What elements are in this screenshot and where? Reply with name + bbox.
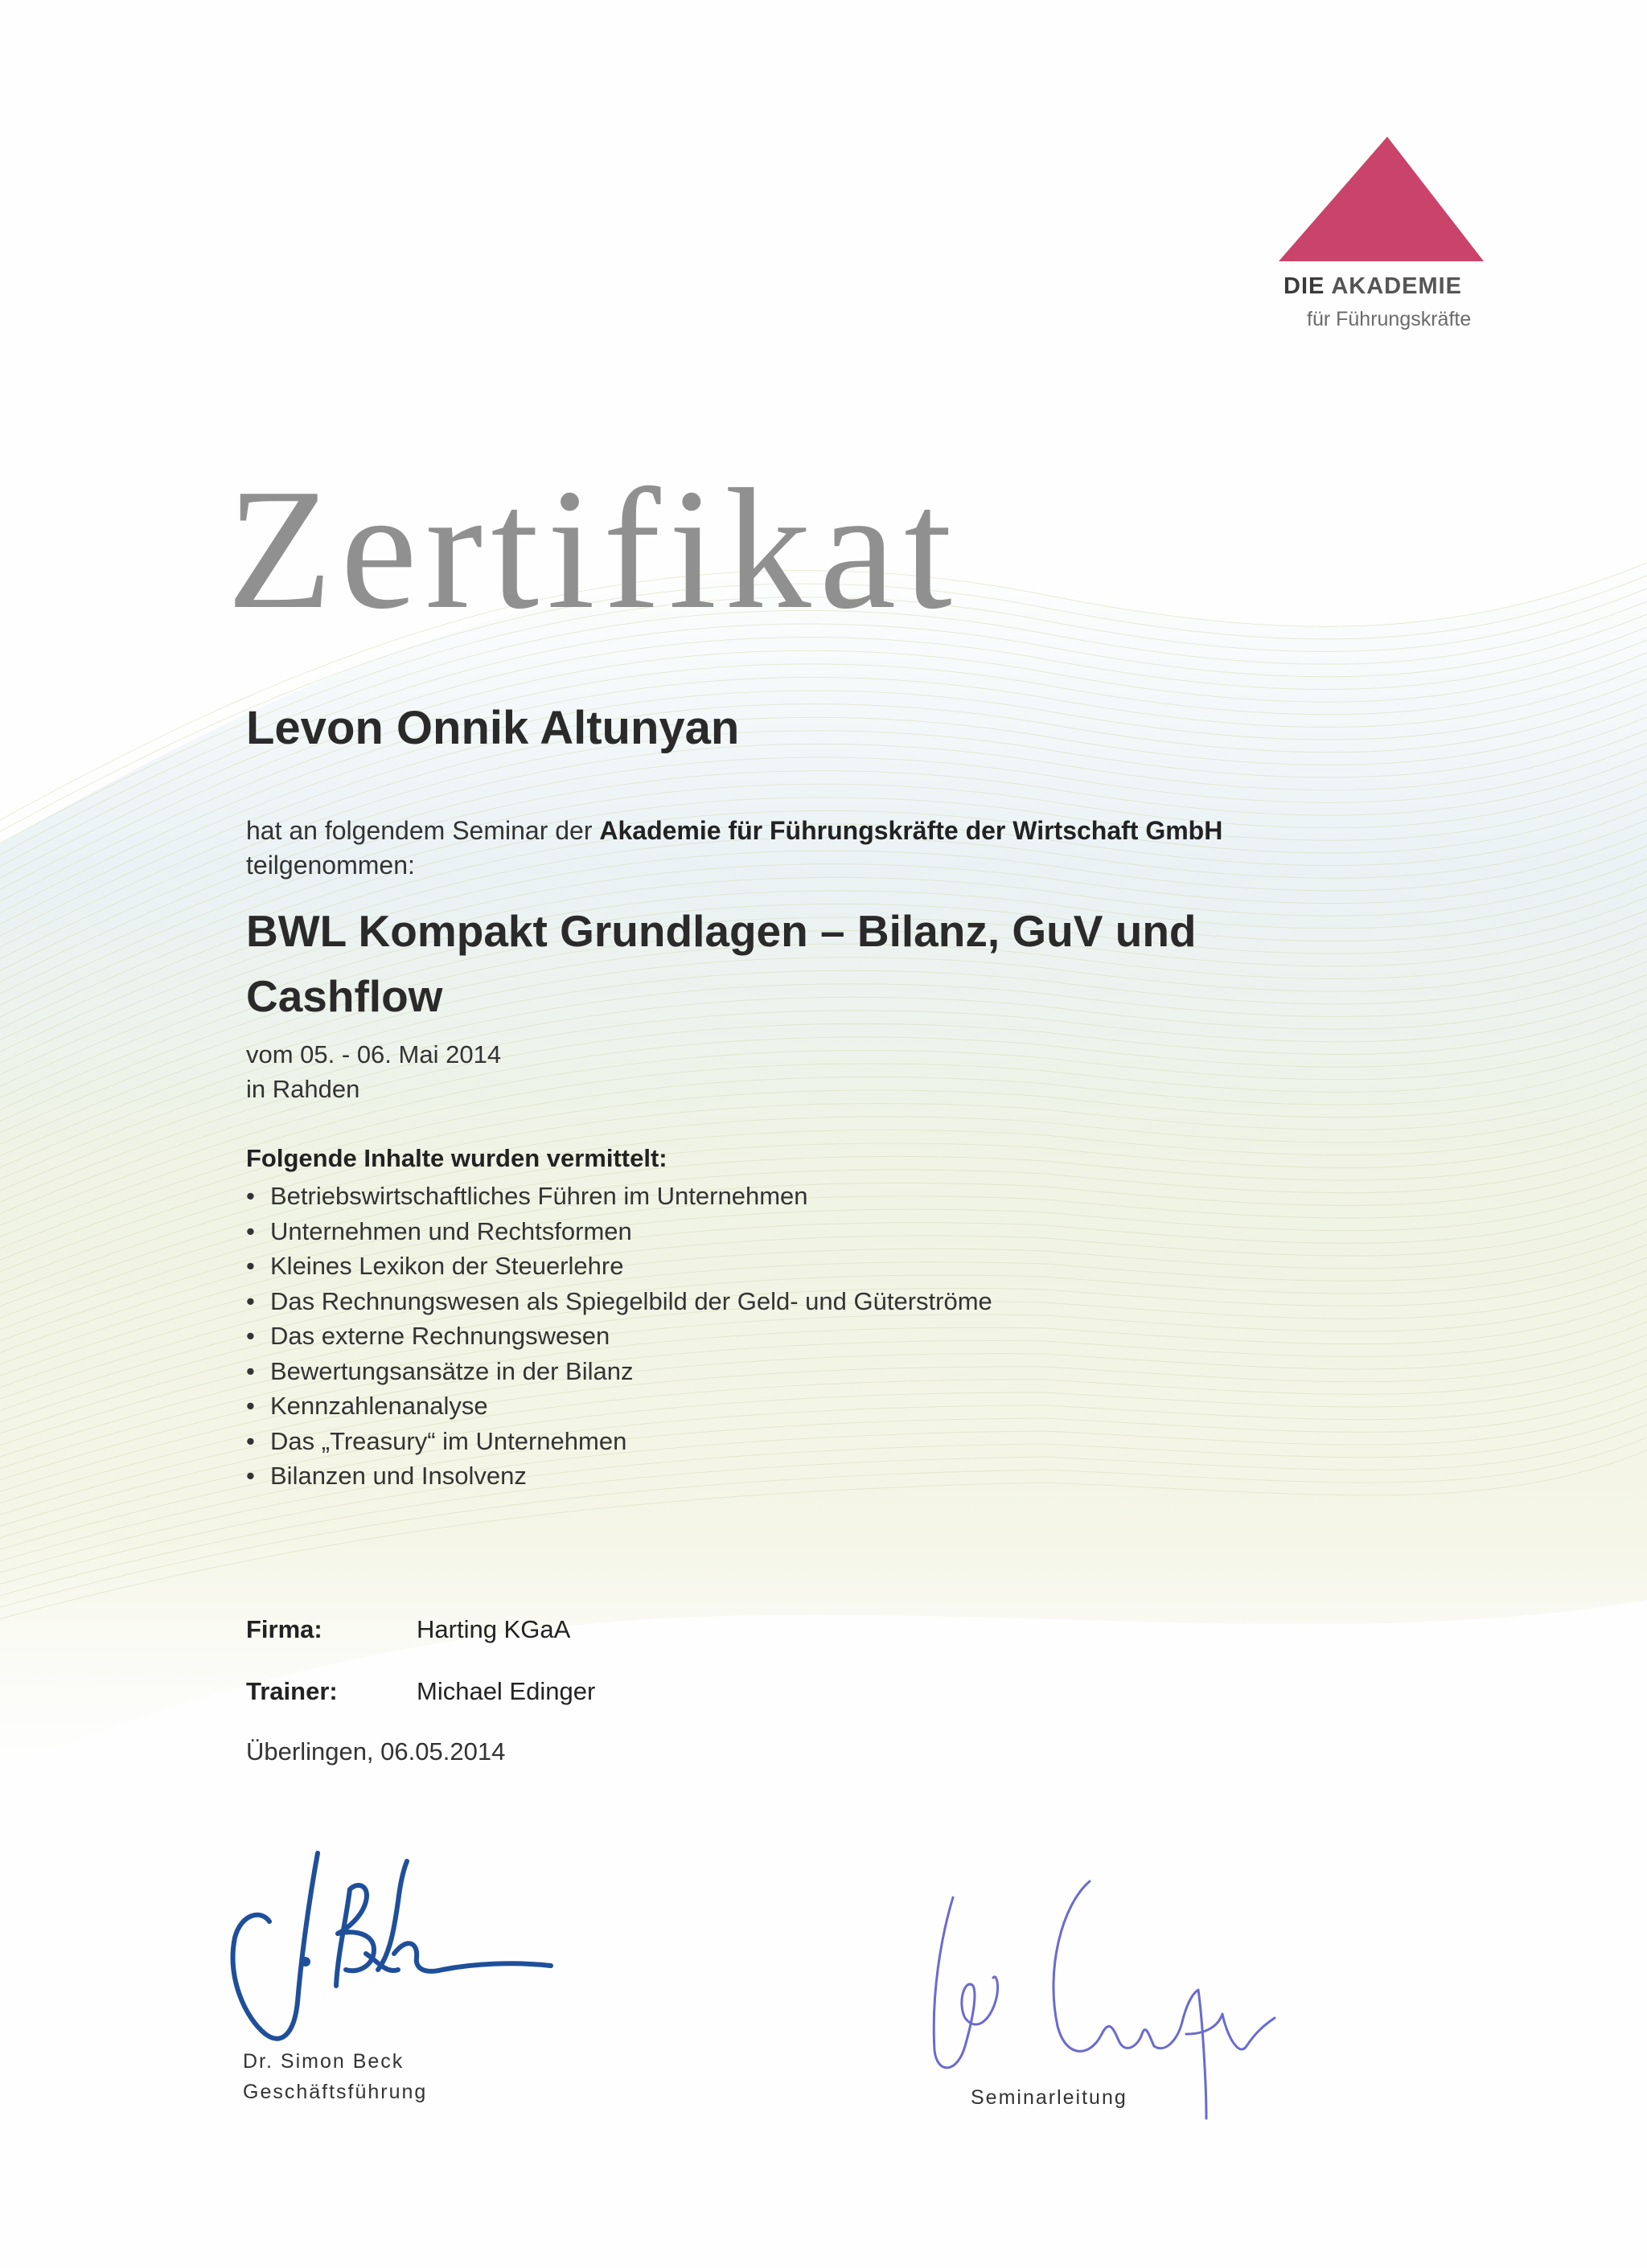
list-item (246, 1249, 992, 1284)
company-value: Harting KGaA (417, 1615, 571, 1643)
logo-brand-die: DIE (1284, 273, 1325, 299)
bullet-icon: • (246, 1252, 255, 1280)
akademie-triangle-logo (1279, 133, 1488, 261)
signer-left-name: Dr. Simon Beck (243, 2050, 405, 2073)
list-item (246, 1354, 992, 1389)
bullet-icon: • (246, 1462, 255, 1490)
list-item (246, 1388, 992, 1424)
trainer-value: Michael Edinger (417, 1677, 596, 1705)
signer-right-role: Seminarleitung (971, 2086, 1127, 2109)
logo-subtitle: für Führungskräfte (1307, 308, 1472, 330)
seminar-date-location (246, 1037, 501, 1106)
list-item-label: Betriebswirtschaftliches Führen im Unternehmen (270, 1182, 808, 1210)
recipient-name: Levon Onnik Altunyan (246, 702, 740, 754)
list-item-label: Bilanzen und Insolvenz (270, 1462, 527, 1490)
seminar-title (246, 899, 1308, 1029)
bullet-icon: • (246, 1216, 255, 1245)
certificate-title: Zertifikat (227, 453, 960, 645)
list-item-label: Das „Treasury“ im Unternehmen (270, 1426, 627, 1455)
list-item-label: Unternehmen und Rechtsformen (270, 1216, 632, 1245)
list-item-label: Kleines Lexikon der Steuerlehre (270, 1252, 624, 1280)
signature-left (217, 1841, 571, 2058)
list-item-label: Das Rechnungswesen als Spiegelbild der Geld- und Güterströme (270, 1286, 992, 1315)
place-date: Überlingen, 06.05.2014 (246, 1737, 506, 1766)
seminar-date: vom 05. - 06. Mai 2014 (246, 1040, 502, 1068)
trainer-label: Trainer: (246, 1677, 338, 1705)
intro-text (246, 814, 1292, 883)
seminar-location: in Rahden (246, 1075, 360, 1103)
logo-brand (1284, 273, 1462, 300)
list-item (246, 1214, 992, 1249)
list-item (246, 1284, 992, 1319)
signer-left (243, 2046, 427, 2107)
bullet-icon: • (246, 1322, 255, 1350)
seminar-title-line1: BWL Kompakt Grundlagen – Bilanz, GuV und (246, 906, 1197, 956)
bullet-icon: • (246, 1356, 255, 1385)
list-item (246, 1424, 992, 1459)
contents-list (246, 1179, 992, 1494)
list-item (246, 1179, 992, 1214)
signer-right (971, 2082, 1127, 2113)
bullet-icon: • (246, 1286, 255, 1315)
list-item-label: Bewertungsansätze in der Bilanz (270, 1356, 634, 1385)
company-label: Firma: (246, 1615, 322, 1643)
list-item (246, 1458, 992, 1494)
logo-brand-akademie: AKADEMIE (1331, 273, 1462, 299)
seminar-title-line2: Cashflow (246, 971, 443, 1021)
bullet-icon: • (246, 1426, 255, 1455)
list-item-label: Das externe Rechnungswesen (270, 1322, 610, 1350)
bullet-icon: • (246, 1182, 255, 1210)
list-item (246, 1319, 992, 1354)
bullet-icon: • (246, 1392, 255, 1420)
contents-heading: Folgende Inhalte wurden vermittelt: (246, 1144, 667, 1172)
signer-left-role: Geschäftsführung (243, 2081, 428, 2103)
intro-suffix: teilgenommen: (246, 851, 415, 880)
list-item-label: Kennzahlenanalyse (270, 1392, 488, 1420)
intro-prefix: hat an folgendem Seminar der (246, 816, 600, 845)
organization-name: Akademie für Führungskräfte der Wirtschaft GmbH (599, 816, 1223, 845)
